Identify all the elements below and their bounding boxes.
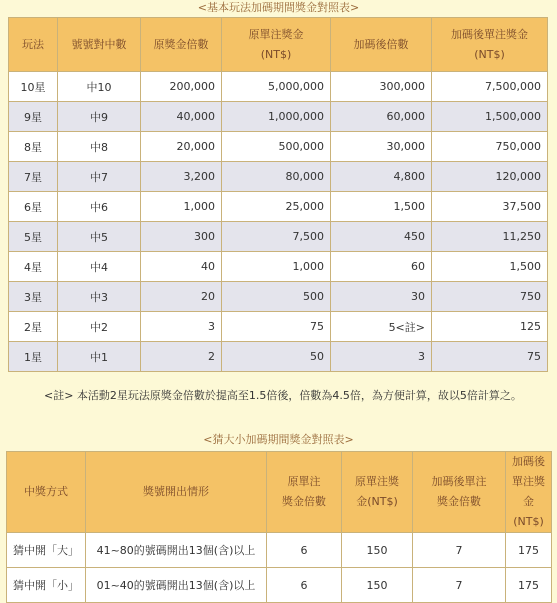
- table-cell: 3: [141, 312, 222, 342]
- table-cell: 猜中開「小」: [7, 568, 86, 603]
- table-cell: 中4: [58, 252, 141, 282]
- table-cell: 1星: [9, 342, 58, 372]
- col-header-play: 玩法: [9, 18, 58, 72]
- table-cell: 2星: [9, 312, 58, 342]
- col-header-orig-prize: 原單注獎 金(NT$): [342, 452, 413, 533]
- table-cell: 中9: [58, 102, 141, 132]
- table-cell: 120,000: [432, 162, 548, 192]
- table-row: [9, 132, 548, 162]
- table-cell: 750: [432, 282, 548, 312]
- col-header-new-multiple: 加碼後單注 獎金倍數: [413, 452, 506, 533]
- table-cell: 中1: [58, 342, 141, 372]
- table-cell: 300: [141, 222, 222, 252]
- table-cell: 1,000: [222, 252, 331, 282]
- table-cell: 3星: [9, 282, 58, 312]
- table-cell: 37,500: [432, 192, 548, 222]
- table-row: [9, 312, 548, 342]
- table-header-row: [9, 18, 548, 72]
- table-cell: 30: [331, 282, 432, 312]
- table-cell: 3: [331, 342, 432, 372]
- table-row: [9, 102, 548, 132]
- table-row: [9, 162, 548, 192]
- table-cell: 75: [222, 312, 331, 342]
- table-cell: 175: [506, 568, 552, 603]
- table-cell: 750,000: [432, 132, 548, 162]
- table-cell: 5<註>: [331, 312, 432, 342]
- table-cell: 500: [222, 282, 331, 312]
- col-header-orig-multiple: 原獎金倍數: [141, 18, 222, 72]
- table-cell: 猜中開「大」: [7, 533, 86, 568]
- table-cell: 1,500: [331, 192, 432, 222]
- table-cell: 200,000: [141, 72, 222, 102]
- table-cell: 01~40的號碼開出13個(含)以上: [86, 568, 267, 603]
- table-cell: 中8: [58, 132, 141, 162]
- table-cell: 7,500: [222, 222, 331, 252]
- table-cell: 20,000: [141, 132, 222, 162]
- table-cell: 5星: [9, 222, 58, 252]
- table-cell: 300,000: [331, 72, 432, 102]
- table-cell: 中10: [58, 72, 141, 102]
- prize-table-bigsmall: [6, 451, 552, 603]
- table-row: [9, 192, 548, 222]
- table-cell: 7: [413, 533, 506, 568]
- table-cell: 125: [432, 312, 548, 342]
- table-cell: 2: [141, 342, 222, 372]
- table-cell: 500,000: [222, 132, 331, 162]
- table-cell: 450: [331, 222, 432, 252]
- col-header-orig-prize: 原單注獎金 (NT$): [222, 18, 331, 72]
- table-cell: 7,500,000: [432, 72, 548, 102]
- table-row: [9, 282, 548, 312]
- table-cell: 5,000,000: [222, 72, 331, 102]
- table-header-row: [7, 452, 552, 533]
- table-cell: 4,800: [331, 162, 432, 192]
- table-cell: 150: [342, 533, 413, 568]
- table-row: [9, 222, 548, 252]
- col-header-new-multiple: 加碼後倍數: [331, 18, 432, 72]
- footnote: <註> 本活動2星玩法原獎金倍數於提高至1.5倍後，倍數為4.5倍，為方便計算，故以5倍計算之。: [44, 389, 522, 402]
- table-cell: 1,500: [432, 252, 548, 282]
- table-cell: 20: [141, 282, 222, 312]
- table-cell: 6星: [9, 192, 58, 222]
- table-cell: 中6: [58, 192, 141, 222]
- table-row: [7, 533, 552, 568]
- table-cell: 40,000: [141, 102, 222, 132]
- table-cell: 80,000: [222, 162, 331, 192]
- table-cell: 40: [141, 252, 222, 282]
- table-cell: 中3: [58, 282, 141, 312]
- table-cell: 11,250: [432, 222, 548, 252]
- col-header-method: 中獎方式: [7, 452, 86, 533]
- table-cell: 60: [331, 252, 432, 282]
- table1-caption: <基本玩法加碼期間獎金對照表>: [197, 1, 360, 14]
- table-cell: 30,000: [331, 132, 432, 162]
- table-cell: 175: [506, 533, 552, 568]
- table-cell: 中5: [58, 222, 141, 252]
- table-cell: 中7: [58, 162, 141, 192]
- prize-table-basic: [8, 17, 548, 372]
- col-header-match: 號號對中數: [58, 18, 141, 72]
- table-cell: 150: [342, 568, 413, 603]
- table-cell: 3,200: [141, 162, 222, 192]
- table-cell: 50: [222, 342, 331, 372]
- table-cell: 1,000: [141, 192, 222, 222]
- table-cell: 中2: [58, 312, 141, 342]
- col-header-orig-multiple: 原單注 獎金倍數: [267, 452, 342, 533]
- table-cell: 4星: [9, 252, 58, 282]
- col-header-condition: 獎號開出情形: [86, 452, 267, 533]
- table-cell: 25,000: [222, 192, 331, 222]
- table-row: [9, 342, 548, 372]
- table-cell: 1,000,000: [222, 102, 331, 132]
- col-header-new-prize: 加碼後單注獎金 (NT$): [432, 18, 548, 72]
- table2-caption: <猜大小加碼期間獎金對照表>: [203, 433, 354, 446]
- table-cell: 6: [267, 533, 342, 568]
- table-cell: 75: [432, 342, 548, 372]
- table-cell: 7: [413, 568, 506, 603]
- table-cell: 6: [267, 568, 342, 603]
- table-cell: 41~80的號碼開出13個(含)以上: [86, 533, 267, 568]
- table-row: [9, 252, 548, 282]
- table-cell: 60,000: [331, 102, 432, 132]
- table-row: [9, 72, 548, 102]
- table-cell: 8星: [9, 132, 58, 162]
- table-cell: 9星: [9, 102, 58, 132]
- table-cell: 10星: [9, 72, 58, 102]
- table-cell: 7星: [9, 162, 58, 192]
- col-header-new-prize: 加碼後 單注獎金 (NT$): [506, 452, 552, 533]
- table-cell: 1,500,000: [432, 102, 548, 132]
- table-row: [7, 568, 552, 603]
